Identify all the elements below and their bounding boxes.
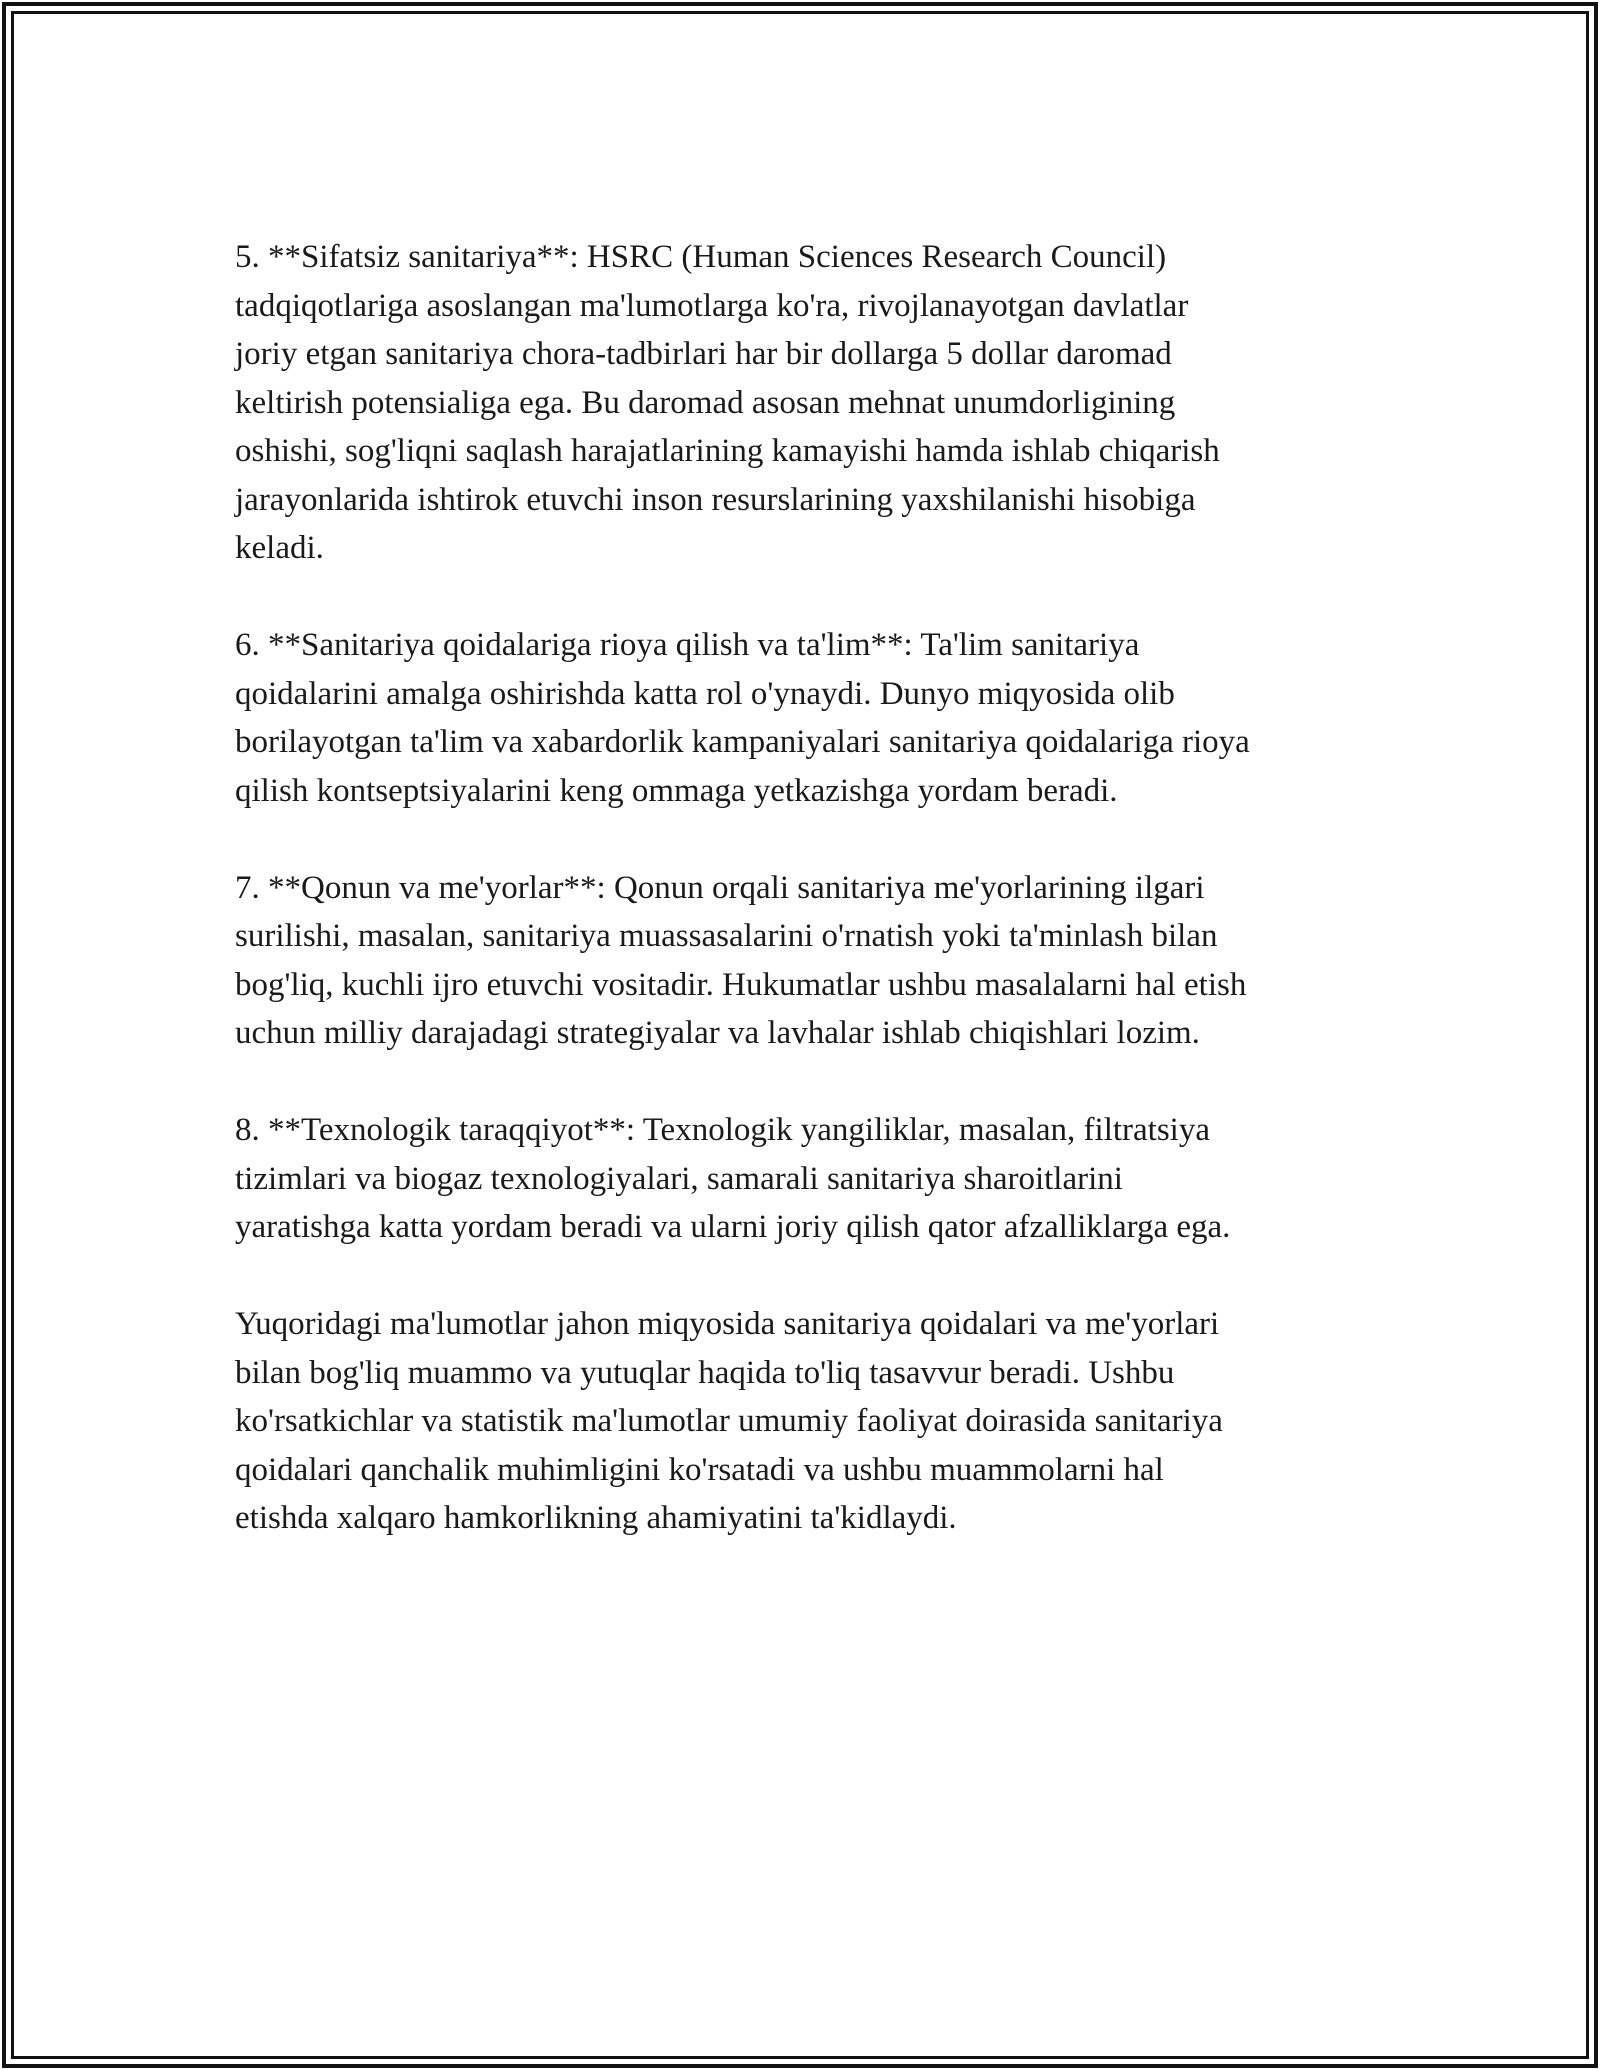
paragraph-item-8-technology: 8. **Texnologik taraqqiyot**: Texnologik yangiliklar, masalan, filtratsiya tizimlari va biogaz texnologiyalari, samarali sanitariya sharoitlarini yaratishga katta yordam beradi va ularni joriy qilish qator afzalliklarga ega. xyxy=(235,1112,1231,1245)
document-body xyxy=(235,233,1385,1543)
paragraph-conclusion: Yuqoridagi ma'lumotlar jahon miqyosida sanitariya qoidalari va me'yorlari bilan bog'liq muammo va yutuqlar haqida to'liq tasavvur beradi. Ushbu ko'rsatkichlar va statistik ma'lumotlar umumiy faoliyat doirasida sanitariya qoidalari qanchalik muhimligini ko'rsatadi va ushbu muammolarni hal etishda xalqaro hamkorlikning ahamiyatini ta'kidlaydi. xyxy=(235,1306,1223,1536)
paragraph-item-6-sanitation-education: 6. **Sanitariya qoidalariga rioya qilish va ta'lim**: Ta'lim sanitariya qoidalarini amalga oshirishda katta rol o'ynaydi. Dunyo miqyosida olib borilayotgan ta'lim va xabardorlik kampaniyalari sanitariya qoidalariga rioya qilish kontseptsiyalarini keng ommaga yetkazishga yordam beradi. xyxy=(235,627,1250,809)
paragraph-item-5-sanitation-economics: 5. **Sifatsiz sanitariya**: HSRC (Human Sciences Research Council) tadqiqotlariga asoslangan ma'lumotlarga ko'ra, rivojlanayotgan davlatlar joriy etgan sanitariya chora-tadbirlari har bir dollarga 5 dollar daromad keltirish potensialiga ega. Bu daromad asosan mehnat unumdorligining oshishi, sog'liqni saqlash harajatlarining kamayishi hamda ishlab chiqarish jarayonlarida ishtirok etuvchi inson resurslarining yaxshilanishi hisobiga keladi. xyxy=(235,239,1220,566)
paragraph-item-7-law-and-norms: 7. **Qonun va me'yorlar**: Qonun orqali sanitariya me'yorlarining ilgari surilishi, masalan, sanitariya muassasalarini o'rnatish yoki ta'minlash bilan bog'liq, kuchli ijro etuvchi vositadir. Hukumatlar ushbu masalalarni hal etish uchun milliy darajadagi strategiyalar va lavhalar ishlab chiqishlari lozim. xyxy=(235,869,1247,1051)
